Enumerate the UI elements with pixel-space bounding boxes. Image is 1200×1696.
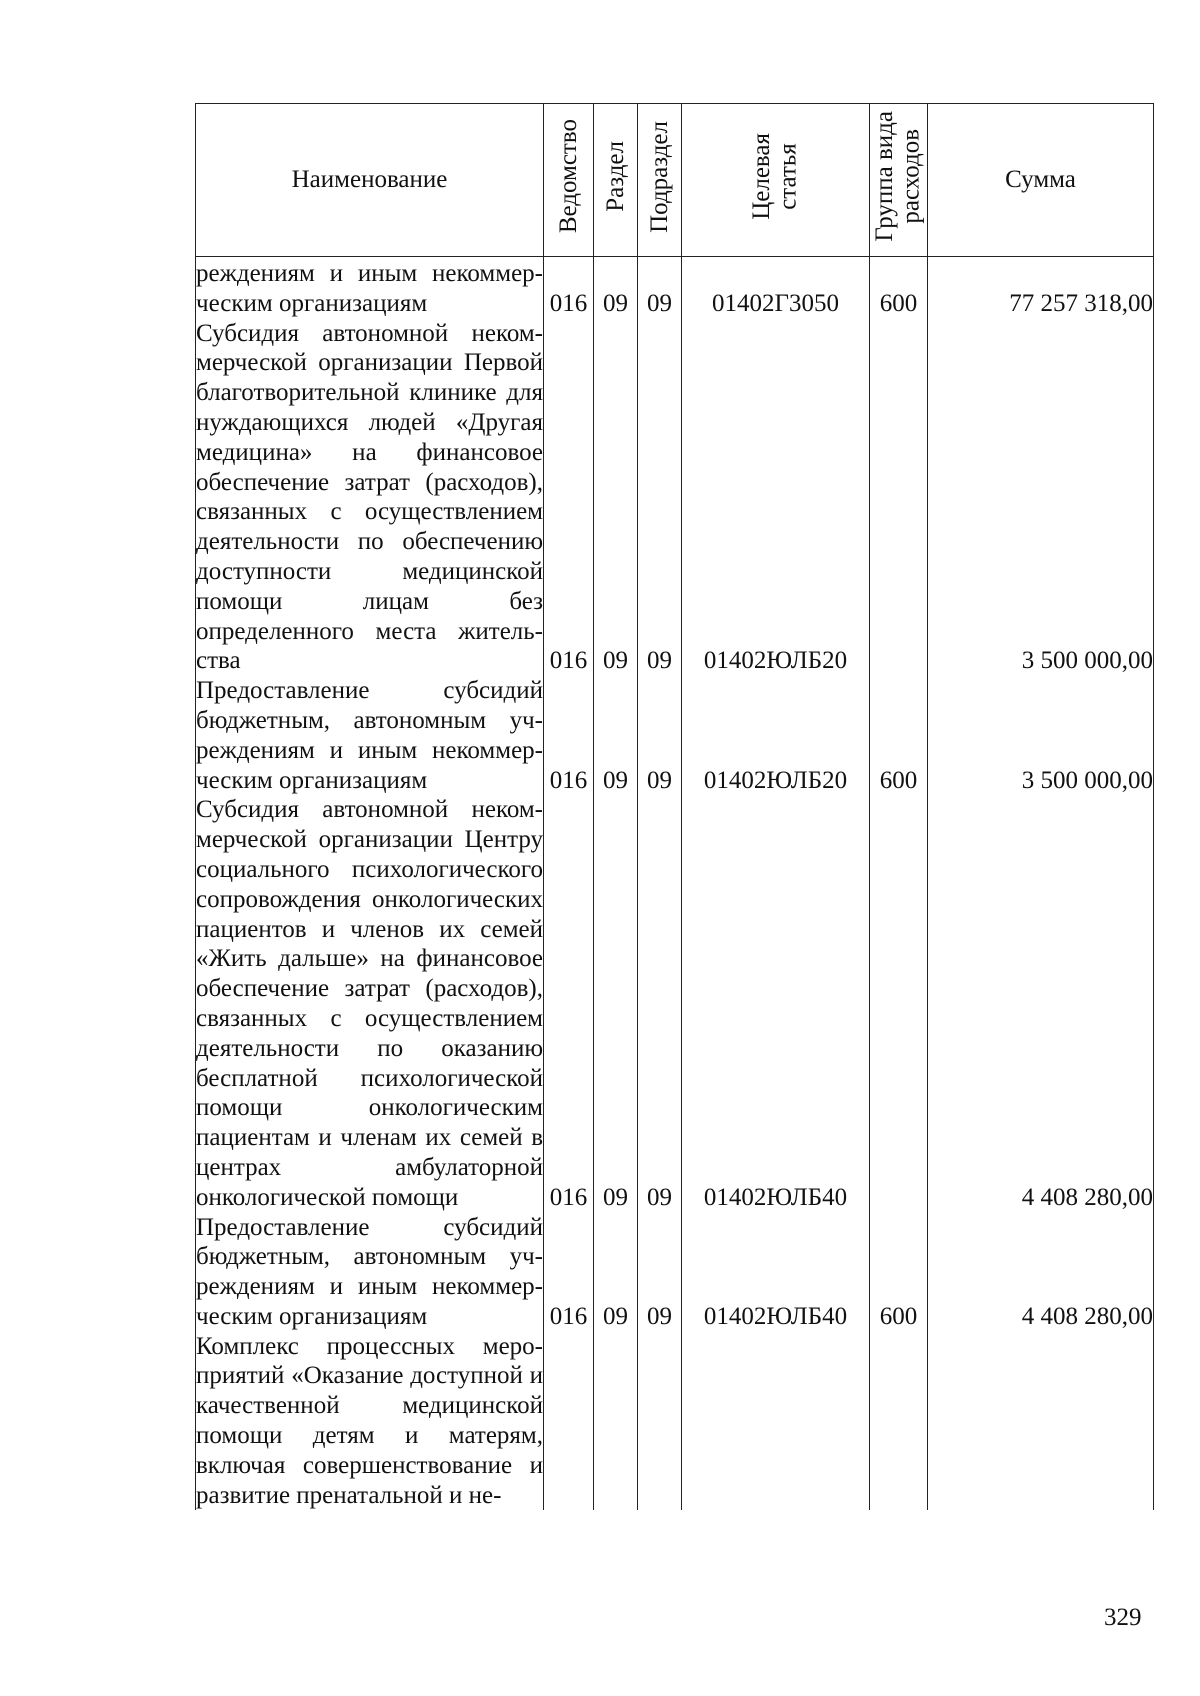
row-vedomstvo: 016 [544, 676, 594, 795]
table-body [196, 257, 1154, 1511]
row-name: Комплекс процессных мероприятий «Оказание доступной и качественной медицинской помощи детям и матерям, включая совершенствование и развитие пренатальной и не- [196, 1332, 543, 1509]
row-celevaya-statya: 01402ЮЛБ40 [682, 795, 870, 1212]
header-podrazdel: Подраздел [638, 104, 682, 257]
row-podrazdel [638, 1332, 682, 1511]
row-razdel: 09 [594, 795, 638, 1212]
row-name: Субсидия автономной некоммерческой организации Центру социального психологического сопровождения онкологических пациентов и членов их семей «Жить дальше» на финансовое обеспечение затрат (расходов), связанных с осуществлением деятельности по оказанию бесплатной психологической помощи онкологическим пациентам и членам их семей в центрах амбулаторной онкологической помощи [196, 796, 543, 1211]
row-razdel [594, 1332, 638, 1511]
budget-table [195, 103, 1154, 1510]
header-name: Наименование [196, 104, 544, 257]
row-razdel: 09 [594, 319, 638, 677]
row-gruppa: 600 [870, 257, 928, 319]
table-row [196, 319, 1154, 677]
row-gruppa [870, 319, 928, 677]
table-row [196, 795, 1154, 1212]
row-podrazdel: 09 [638, 795, 682, 1212]
row-summa [928, 1332, 1154, 1511]
row-razdel: 09 [594, 257, 638, 319]
row-gruppa: 600 [870, 676, 928, 795]
table-row [196, 1332, 1154, 1511]
row-celevaya-statya: 01402ЮЛБ20 [682, 319, 870, 677]
row-gruppa [870, 1332, 928, 1511]
table-header [196, 104, 1154, 257]
row-celevaya-statya: 01402ЮЛБ20 [682, 676, 870, 795]
row-vedomstvo: 016 [544, 319, 594, 677]
row-name: Предоставление субсидий бюджетным, автономным учреждениям и иным некоммерческим организациям [196, 677, 543, 794]
row-celevaya-statya [682, 1332, 870, 1511]
row-name: реждениям и иным некоммерческим организациям [196, 257, 544, 319]
row-gruppa: 600 [870, 1213, 928, 1332]
row-summa: 4 408 280,00 [928, 1213, 1154, 1332]
row-podrazdel: 09 [638, 676, 682, 795]
row-summa: 3 500 000,00 [928, 676, 1154, 795]
row-name: Предоставление субсидий бюджетным, автономным учреждениям и иным некоммерческим организациям [196, 1213, 543, 1330]
row-vedomstvo: 016 [544, 1213, 594, 1332]
row-razdel: 09 [594, 1213, 638, 1332]
row-vedomstvo [544, 1332, 594, 1511]
row-podrazdel: 09 [638, 1213, 682, 1332]
row-celevaya-statya: 01402Г3050 [682, 257, 870, 319]
row-podrazdel: 09 [638, 257, 682, 319]
row-vedomstvo: 016 [544, 795, 594, 1212]
row-name: Субсидия автономной некоммерческой организации Первой благотворительной клинике для нуждающихся людей «Другая медицина» на финансовое обеспечение затрат (расходов), связанных с осуществлением деятельности по обеспечению доступности медицинской помощи лицам без определенного места жительства [196, 319, 543, 675]
row-summa: 77 257 318,00 [928, 257, 1154, 319]
header-gruppa-vida-rashodov: Группа вида расходов [870, 104, 928, 257]
row-summa: 3 500 000,00 [928, 319, 1154, 677]
table-row [196, 1213, 1154, 1332]
row-vedomstvo: 016 [544, 257, 594, 319]
row-razdel: 09 [594, 676, 638, 795]
row-celevaya-statya: 01402ЮЛБ40 [682, 1213, 870, 1332]
row-summa: 4 408 280,00 [928, 795, 1154, 1212]
header-razdel: Раздел [594, 104, 638, 257]
row-gruppa [870, 795, 928, 1212]
table-row [196, 676, 1154, 795]
table-row [196, 257, 1154, 319]
header-celevaya-statya: Целевая статья [682, 104, 870, 257]
header-vedomstvo: Ведомство [544, 104, 594, 257]
header-summa: Сумма [928, 104, 1154, 257]
row-podrazdel: 09 [638, 319, 682, 677]
page-number: 329 [1104, 1604, 1142, 1631]
